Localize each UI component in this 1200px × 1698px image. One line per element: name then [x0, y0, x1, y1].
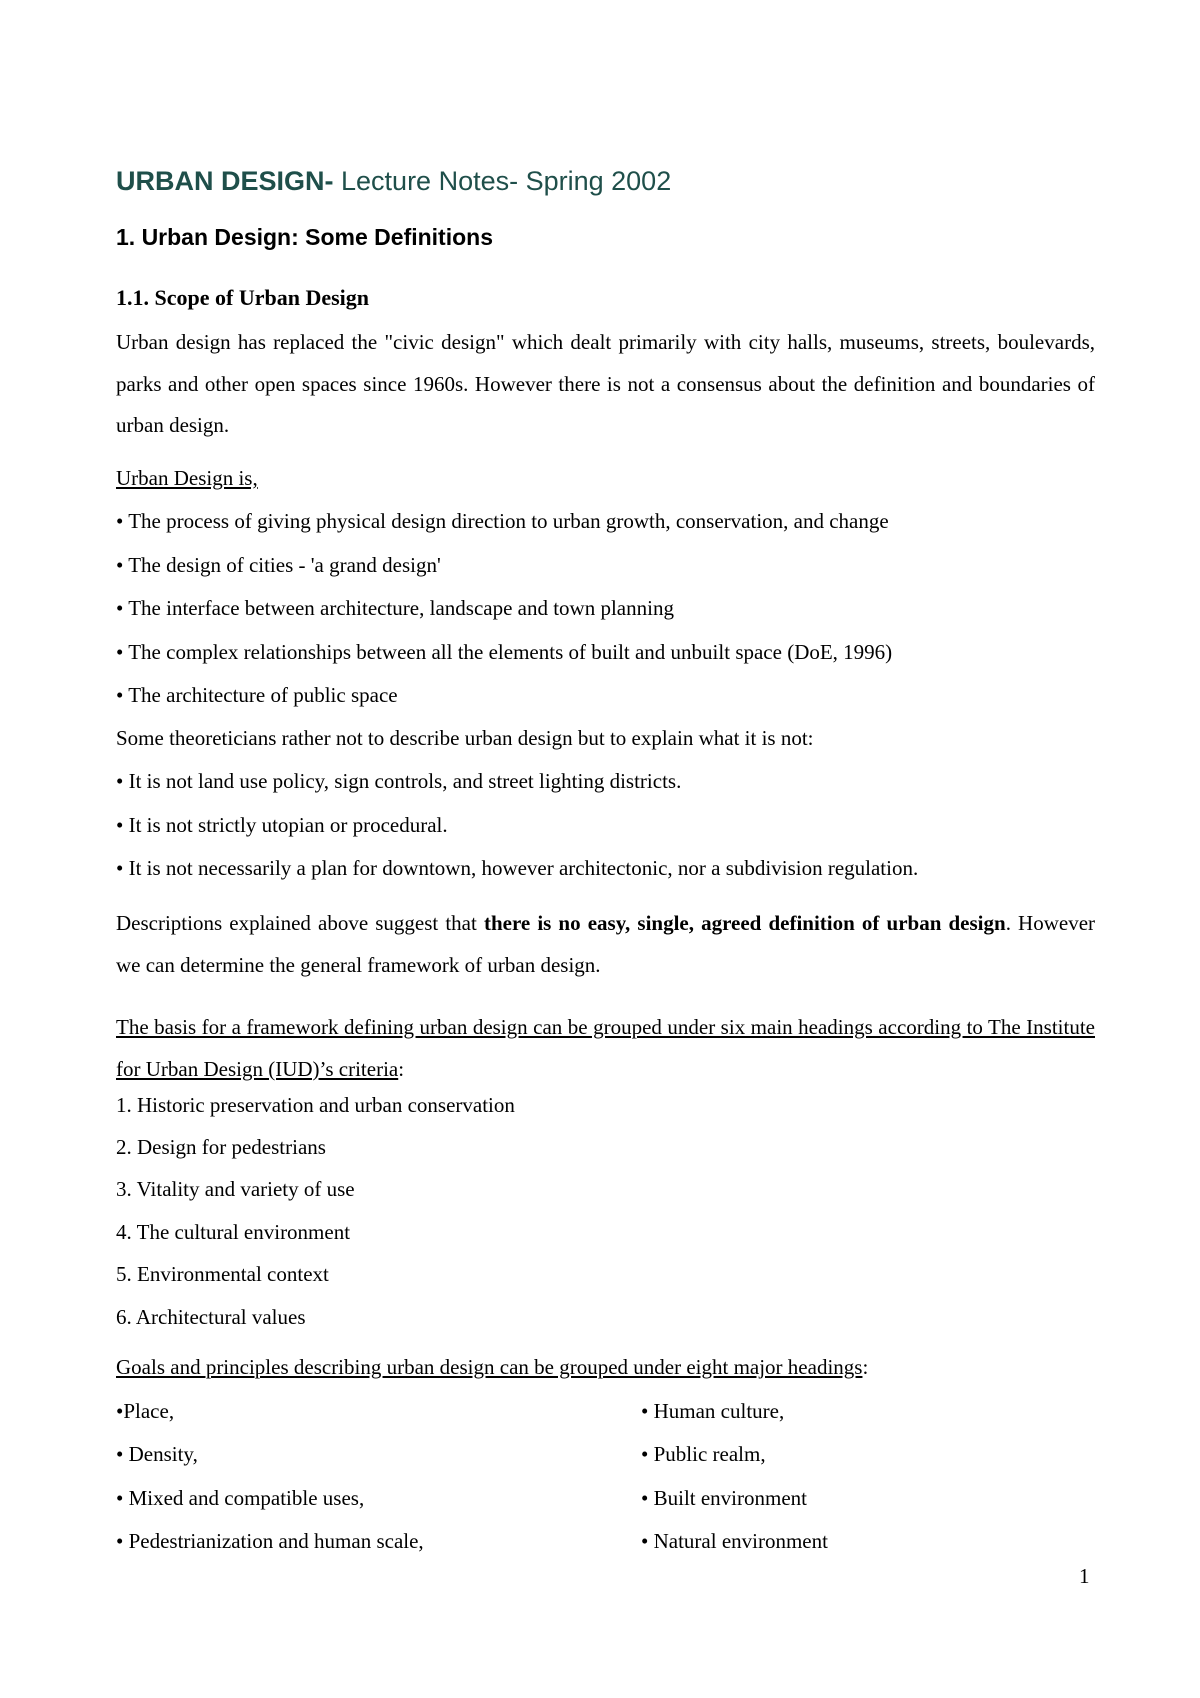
conclusion-text-end: . However we can determine the general framework of urban design. — [116, 911, 1096, 977]
scope-paragraph: Urban design has replaced the "civic design" which dealt primarily with city halls, museums, streets, boulevards, parks and other open spaces since 1960s. However there is not a consensus about the definition and boundaries of urban design. — [116, 330, 1095, 437]
definition-item: • The design of cities - 'a grand design' — [116, 553, 441, 577]
goal-item: • Human culture, — [641, 1399, 785, 1423]
goals-label-colon: : — [862, 1355, 869, 1379]
goal-item: • Built environment — [641, 1486, 808, 1510]
framework-item: 6. Architectural values — [116, 1305, 306, 1329]
document-title-bold: URBAN DESIGN- — [116, 166, 334, 196]
goal-item: • Mixed and compatible uses, — [116, 1486, 365, 1510]
goal-item: • Density, — [116, 1442, 198, 1466]
definition-item: • The complex relationships between all the elements of built and unbuilt space (DoE, 1996) — [116, 640, 893, 664]
conclusion-text-start: Descriptions explained above suggest that — [116, 911, 484, 935]
framework-item: 4. The cultural environment — [116, 1220, 351, 1244]
framework-label — [116, 1007, 1095, 1090]
not-definition-item: • It is not strictly utopian or procedural. — [116, 813, 448, 837]
goal-item: •Place, — [116, 1399, 175, 1423]
goal-item: • Pedestrianization and human scale, — [116, 1529, 424, 1553]
section-1-1-heading: 1.1. Scope of Urban Design — [116, 285, 370, 310]
framework-item: 1. Historic preservation and urban conservation — [116, 1093, 515, 1117]
goals-label — [116, 1353, 868, 1381]
framework-label-colon: : — [398, 1056, 405, 1081]
definition-item: • The architecture of public space — [116, 683, 398, 707]
conclusion-paragraph — [116, 903, 1095, 986]
definition-item: • The interface between architecture, landscape and town planning — [116, 596, 674, 620]
not-definitions-intro: Some theoreticians rather not to describe urban design but to explain what it is not: — [116, 726, 814, 750]
section-1-heading: 1. Urban Design: Some Definitions — [116, 224, 493, 250]
conclusion-emphasis: there is no easy, single, agreed definition of urban design — [483, 911, 1006, 935]
page-number: 1 — [1079, 1564, 1090, 1588]
goal-item: • Public realm, — [641, 1442, 766, 1466]
goal-item: • Natural environment — [641, 1529, 828, 1553]
framework-item: 2. Design for pedestrians — [116, 1135, 326, 1159]
framework-label-text: The basis for a framework defining urban design can be grouped under six main headings according to The Institute for Urban Design (IUD)’s criteria — [116, 1015, 1095, 1081]
definition-item: • The process of giving physical design direction to urban growth, conservation, and change — [116, 509, 889, 533]
document-title — [116, 166, 671, 197]
definitions-label: Urban Design is, — [116, 466, 258, 490]
not-definition-item: • It is not necessarily a plan for downtown, however architectonic, nor a subdivision regulation. — [116, 856, 919, 880]
document-title-rest: Lecture Notes- Spring 2002 — [333, 166, 672, 196]
framework-item: 3. Vitality and variety of use — [116, 1177, 355, 1201]
not-definition-item: • It is not land use policy, sign controls, and street lighting districts. — [116, 769, 682, 793]
document-page — [116, 0, 1095, 1698]
goals-label-text: Goals and principles describing urban design can be grouped under eight major headings — [116, 1355, 863, 1379]
framework-item: 5. Environmental context — [116, 1262, 329, 1286]
